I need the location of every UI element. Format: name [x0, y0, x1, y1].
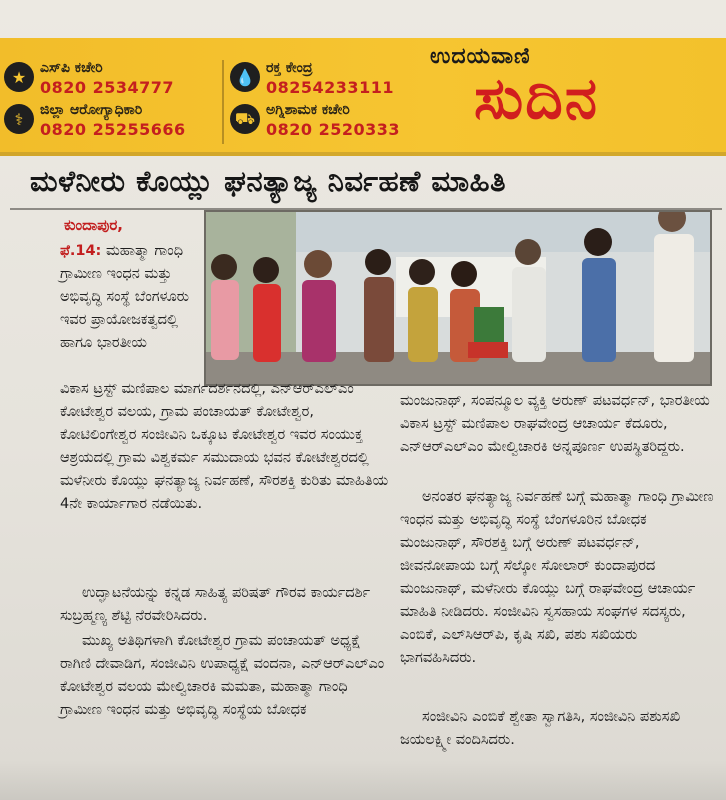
contact-phone: 08254233111: [266, 78, 394, 97]
article-date: ಫೆ.14:: [60, 243, 102, 259]
paragraph-text: ವಿಕಾಸ ಟ್ರಸ್ಟ್ ಮಣಿಪಾಲ ಮಾರ್ಗದರ್ಶನದಲ್ಲಿ, ಎನ್‌ಆರ್‌ಎಲ್‌ಎಂ ಕೋಟೇಶ್ವರ ವಲಯ, ಗ್ರಾಮ ಪಂಚಾಯತ್ ಕೋಟೇಶ್ವರ, ಕೋಟಿಲಿಂಗೇಶ್ವರ ಸಂಜೀವಿನಿ ಒಕ್ಕೂಟ ಕೋಟೇಶ್ವರ ಇವರ ಸಂಯುಕ್ತ ಆಶ್ರಯದಲ್ಲಿ ಗ್ರಾಮ ವಿಶ್ವಕರ್ಮ ಸಮುದಾಯ ಭವನ ಕೋಟೇಶ್ವರದಲ್ಲಿ ಮಳೆನೀರು ಕೊಯ್ಲು ಘನತ್ಯಾಜ್ಯ ನಿರ್ವಹಣೆ, ಸೌರಶಕ್ತಿ ಕುರಿತು ಮಾಹಿತಿಯ 4ನೇ ಕಾರ್ಯಾಗಾರ ನಡೆಯಿತು.: [60, 381, 389, 512]
paragraph-text: ಮಂಜುನಾಥ್, ಸಂಪನ್ಮೂಲ ವ್ಯಕ್ತಿ ಅರುಣ್ ಪಟವರ್ಧನ್, ಭಾರತೀಯ ವಿಕಾಸ ಟ್ರಸ್ಟ್ ಮಣಿಪಾಲ ರಾಘವೇಂದ್ರ ಆಚಾರ್ಯ ಕೆದೂರು, ಎನ್‌ಆರ್‌ಎಲ್‌ಎಂ ಮೇಲ್ವಿಚಾರಕಿ ಅನ್ನಪೂರ್ಣ ಉಪಸ್ಥಿತರಿದ್ದರು.: [400, 393, 710, 455]
contact-label: ಎಸ್‌ಪಿ ಕಚೇರಿ: [40, 60, 103, 76]
paragraph-text: ಅನಂತರ ಘನತ್ಯಾಜ್ಯ ನಿರ್ವಹಣೆ ಬಗ್ಗೆ ಮಹಾತ್ಮಾ ಗಾಂಧಿ ಗ್ರಾಮೀಣ ಇಂಧನ ಮತ್ತು ಅಭಿವೃದ್ಧಿ ಸಂಸ್ಥೆ ಬೆಂಗಳೂರಿನ ಬೋಧಕ ಮಂಜುನಾಥ್, ಸೌರಶಕ್ತಿ ಬಗ್ಗೆ ಅರುಣ್ ಪಟವರ್ಧನ್, ಜೀವನೋಪಾಯ ಬಗ್ಗೆ ಸೆಲ್ಕೋ ಸೋಲಾರ್ ಕುಂದಾಪುರದ ಮಂಜುನಾಥ್, ಮಳೆನೀರು ಕೊಯ್ಲು ಬಗ್ಗೆ ರಾಘವೇಂದ್ರ ಆಚಾರ್ಯ ಮಾಹಿತಿ ನೀಡಿದರು. ಸಂಜೀವಿನಿ ಸ್ವಸಹಾಯ ಸಂಘಗಳ ಸದಸ್ಯರು, ಎಂಬಿಕೆ, ಎಲ್‌ಸಿಆರ್‌ಪಿ, ಕೃಷಿ ಸಖಿ, ಪಶು ಸಖಿಯರು ಭಾಗವಹಿಸಿದರು.: [400, 489, 714, 666]
article-paragraph: [60, 582, 392, 628]
newspaper-name: ಉದಯವಾಣಿ: [430, 44, 531, 69]
contact-phone: 0820 2520333: [266, 120, 401, 139]
blood-drop-icon: 💧: [230, 62, 260, 92]
article-headline: ಮಳೆನೀರು ಕೊಯ್ಲು ಘನತ್ಯಾಜ್ಯ ನಿರ್ವಹಣೆ ಮಾಹಿತಿ: [30, 164, 506, 198]
contact-label: ಅಗ್ನಿಶಾಮಕ ಕಚೇರಿ: [266, 102, 350, 118]
contact-label: ರಕ್ತ ಕೇಂದ್ರ: [266, 60, 313, 76]
event-photo: [204, 210, 712, 386]
contact-phone: 0820 25255666: [40, 120, 186, 139]
article-paragraph: [60, 630, 392, 722]
medical-caduceus-icon: ⚕: [4, 104, 34, 134]
emergency-contacts: [4, 60, 401, 144]
event-photo-illustration: [206, 212, 710, 384]
lead-text: ಮಹಾತ್ಮಾ ಗಾಂಧಿ ಗ್ರಾಮೀಣ ಇಂಧನ ಮತ್ತು ಅಭಿವೃದ್ಧಿ ಸಂಸ್ಥೆ ಬೆಂಗಳೂರು ಇವರ ಪ್ರಾಯೋಜಕತ್ವದಲ್ಲಿ ಹಾಗೂ ಭಾರತೀಯ: [60, 243, 190, 351]
contact-label: ಜಿಲ್ಲಾ ಆರೋಗ್ಯಾಧಿಕಾರಿ: [40, 102, 143, 118]
contacts-separator: [222, 60, 224, 144]
article-paragraph: [400, 706, 716, 752]
police-badge-icon: ★: [4, 62, 34, 92]
paragraph-text: ಸಂಜೀವಿನಿ ಎಂಬಿಕೆ ಶ್ವೇತಾ ಸ್ವಾಗತಿಸಿ, ಸಂಜೀವಿನಿ ಪಶುಸಖಿ ಜಯಲಕ್ಷ್ಮೀ ವಂದಿಸಿದರು.: [400, 709, 681, 748]
article-dateline: ಕುಂದಾಪುರ,: [64, 216, 123, 234]
article-paragraph: [400, 486, 716, 670]
paragraph-text: ಉದ್ಘಾಟನೆಯನ್ನು ಕನ್ನಡ ಸಾಹಿತ್ಯ ಪರಿಷತ್ ಗೌರವ ಕಾರ್ಯದರ್ಶಿ ಸುಬ್ರಹ್ಮಣ್ಯ ಶೆಟ್ಟಿ ನೆರವೇರಿಸಿದರು.: [60, 585, 371, 624]
header-divider: [0, 152, 726, 156]
paper-shadow: [0, 760, 726, 800]
supplement-name: ಸುದಿನ: [474, 64, 599, 132]
fire-engine-icon: ⛟: [230, 104, 260, 134]
paragraph-text: ಮುಖ್ಯ ಅತಿಥಿಗಳಾಗಿ ಕೋಟೇಶ್ವರ ಗ್ರಾಮ ಪಂಚಾಯತ್ ಅಧ್ಯಕ್ಷೆ ರಾಗಿಣಿ ದೇವಾಡಿಗ, ಸಂಜೀವಿನಿ ಉಪಾಧ್ಯಕ್ಷೆ ವಂದನಾ, ಎನ್‌ಆರ್‌ಎಲ್‌ಎಂ ಕೋಟೇಶ್ವರ ವಲಯ ಮೇಲ್ವಿಚಾರಕಿ ಮಮತಾ, ಮಹಾತ್ಮಾ ಗಾಂಧಿ ಗ್ರಾಮೀಣ ಇಂಧನ ಮತ್ತು ಅಭಿವೃದ್ಧಿ ಸಂಸ್ಥೆಯ ಬೋಧಕ: [60, 633, 385, 718]
article-lead-column: [60, 240, 198, 355]
contact-phone: 0820 2534777: [40, 78, 175, 97]
article-paragraph: [60, 378, 392, 516]
article-paragraph: [400, 390, 716, 459]
